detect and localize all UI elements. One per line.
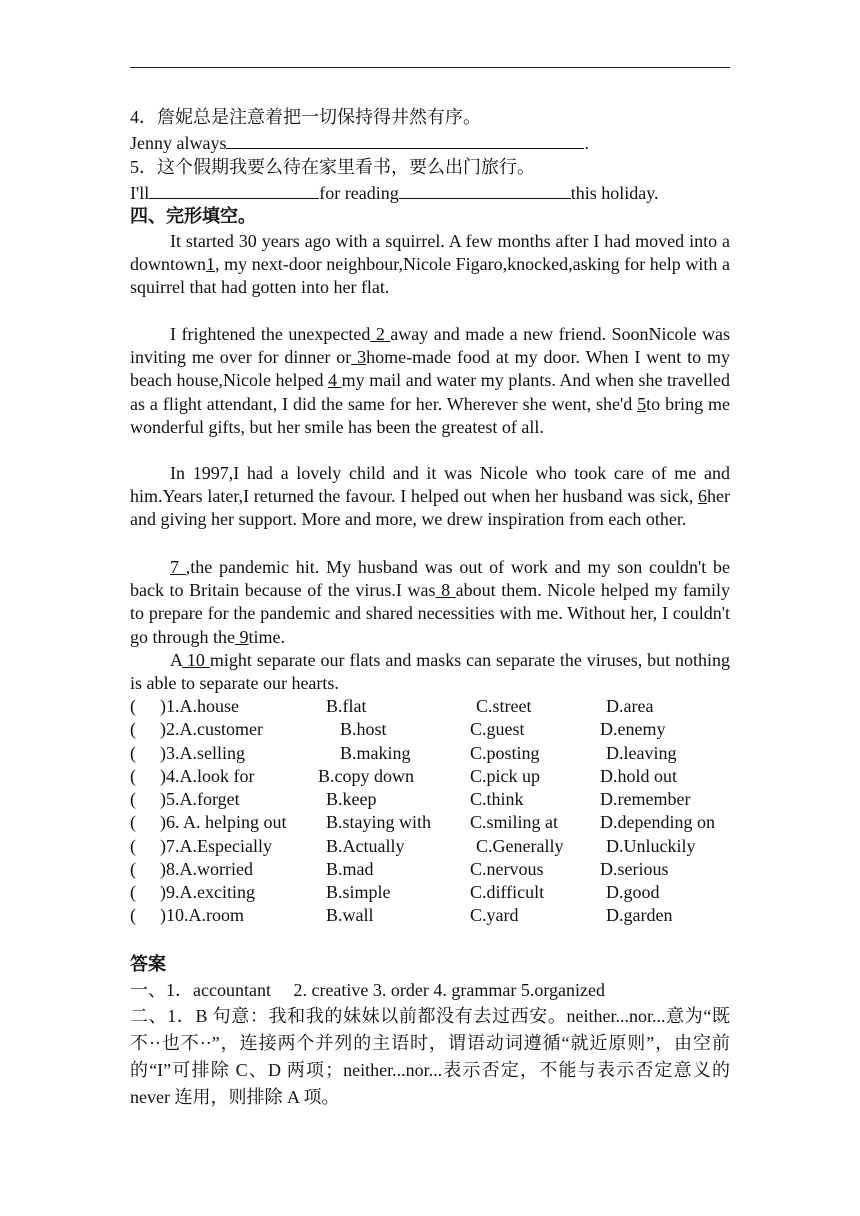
option-c: C.posting: [470, 742, 540, 763]
cloze-paragraph-5: A 10 might separate our flats and masks can separate the viruses, but nothing is able to separate our hearts.: [130, 650, 731, 694]
option-row: [130, 718, 730, 741]
option-a: )1.A.house: [160, 696, 239, 716]
option-b: B.flat: [326, 696, 367, 716]
blank-1: 1: [206, 254, 215, 275]
cloze-paragraph-2: I frightened the unexpected 2 away and made a new friend. SoonNicole was inviting me over for dinner or 3home-made food at my door. When I went to my beach house,Nicole helped 4 my mail and water my plants. And when she travelled as a flight attendant, I did the same for her. Wherever she went, she'd 5to bring me wonderful gifts, but her smile has been the greatest of all.: [130, 324, 731, 437]
option-b: B.host: [340, 719, 387, 740]
answer-paren[interactable]: (: [130, 765, 136, 786]
cloze-heading: 四、完形填空。: [130, 206, 256, 226]
option-d: D.good: [606, 882, 660, 902]
q4-english: Jenny always .: [130, 133, 589, 153]
blank-2: 2: [370, 324, 391, 344]
option-row: [130, 765, 730, 788]
option-a: )7.A.Especially: [160, 835, 272, 856]
answer-line-2: 二、1．B 句意：我和我的妹妹以前都没有去过西安。neither...nor...意为“既不··也不··”，连接两个并列的主语时，谓语动词遵循“就近原则”，由空前的“I”可排除 C、D 两项；neither...nor...表示否定，不能与表示否定意义的 never 连用，则排除 A 项。: [130, 1006, 730, 1107]
option-c: C.smiling at: [470, 812, 559, 833]
option-c: C.think: [470, 789, 524, 809]
answer-paren[interactable]: (: [130, 812, 136, 833]
option-d: D.hold out: [600, 765, 678, 786]
option-b: B.staying with: [326, 812, 432, 833]
option-a: )6. A. helping out: [160, 812, 287, 833]
option-a: )3.A.selling: [160, 742, 245, 763]
option-row: [130, 904, 730, 927]
q5-chinese: 5．这个假期我要么待在家里看书，要么出门旅行。: [130, 157, 535, 177]
option-row: [130, 881, 730, 904]
answer-paren[interactable]: (: [130, 858, 136, 879]
option-b: B.simple: [326, 882, 391, 902]
option-a: )9.A.exciting: [160, 882, 255, 902]
option-row: [130, 835, 730, 858]
blank-4: 4: [328, 370, 342, 391]
option-row: [130, 742, 730, 765]
option-d: D.area: [606, 696, 654, 716]
blank-7: 7: [170, 557, 186, 577]
option-a: )8.A.worried: [160, 858, 253, 879]
answer-paren[interactable]: (: [130, 835, 136, 856]
option-c: C.guest: [470, 719, 525, 740]
option-a: )2.A.customer: [160, 719, 263, 740]
blank-5: 5: [637, 393, 647, 414]
option-d: D.depending on: [600, 812, 715, 833]
option-b: B.Actually: [326, 835, 405, 856]
answers-heading: 答案: [130, 954, 166, 974]
option-a: )5.A.forget: [160, 789, 240, 809]
answer-paren[interactable]: (: [130, 789, 136, 809]
q5-answer-blank-2[interactable]: [399, 181, 571, 199]
q4-chinese: 4．詹妮总是注意着把一切保持得井然有序。: [130, 107, 481, 127]
option-row: [130, 788, 730, 811]
answer-paren[interactable]: (: [130, 882, 136, 902]
q5-english: I'll for reading this holiday.: [130, 183, 659, 203]
option-b: B.keep: [326, 789, 377, 809]
option-c: C.Generally: [476, 835, 564, 856]
blank-8: 8: [435, 580, 456, 601]
option-b: B.wall: [326, 905, 374, 926]
option-row: [130, 695, 730, 718]
option-d: D.remember: [600, 789, 691, 809]
answer-paren[interactable]: (: [130, 696, 136, 716]
option-d: D.enemy: [600, 719, 666, 740]
answer-line-1: 一、1．accountant 2. creative 3. order 4. grammar 5.organized: [130, 980, 605, 1000]
option-b: B.mad: [326, 858, 374, 879]
answer-paren[interactable]: (: [130, 719, 136, 740]
cloze-paragraph-1: It started 30 years ago with a squirrel. A few months after I had moved into a downtown1, my next-door neighbour,Nicole Figaro,knocked,asking for help with a squirrel that had gotten into her flat.: [130, 231, 730, 298]
option-b: B.copy down: [318, 765, 414, 786]
option-d: D.serious: [600, 858, 669, 879]
blank-10: 10: [182, 650, 210, 670]
header-rule: [130, 67, 730, 68]
blank-9: 9: [235, 626, 249, 647]
option-d: D.garden: [606, 905, 673, 926]
q5-answer-blank-1[interactable]: [149, 181, 319, 199]
option-d: D.leaving: [606, 742, 677, 763]
option-c: C.yard: [470, 905, 519, 926]
option-b: B.making: [340, 742, 411, 763]
option-a: )4.A.look for: [160, 765, 255, 786]
option-c: C.difficult: [470, 882, 545, 902]
option-row: [130, 858, 730, 881]
blank-6: 6: [698, 486, 708, 507]
option-a: )10.A.room: [160, 905, 244, 926]
option-c: C.nervous: [470, 858, 544, 879]
cloze-paragraph-3: In 1997,I had a lovely child and it was Nicole who took care of me and him.Years later,I returned the favour. I helped out when her husband was sick, 6her and giving her support. More and more, we drew inspiration from each other.: [130, 463, 730, 530]
q4-answer-blank[interactable]: [226, 131, 584, 149]
option-c: C.street: [476, 696, 532, 716]
answer-paren[interactable]: (: [130, 742, 136, 763]
option-d: D.Unluckily: [606, 835, 696, 856]
option-row: [130, 811, 730, 834]
answer-paren[interactable]: (: [130, 905, 136, 926]
cloze-paragraph-4: 7 ,the pandemic hit. My husband was out of work and my son couldn't be back to Britain because of the virus.I was 8 about them. Nicole helped my family to prepare for the pandemic and shared necessities with me. Without her, I couldn't go through the 9time.: [130, 557, 730, 647]
blank-3: 3: [351, 347, 367, 368]
option-c: C.pick up: [470, 765, 540, 786]
